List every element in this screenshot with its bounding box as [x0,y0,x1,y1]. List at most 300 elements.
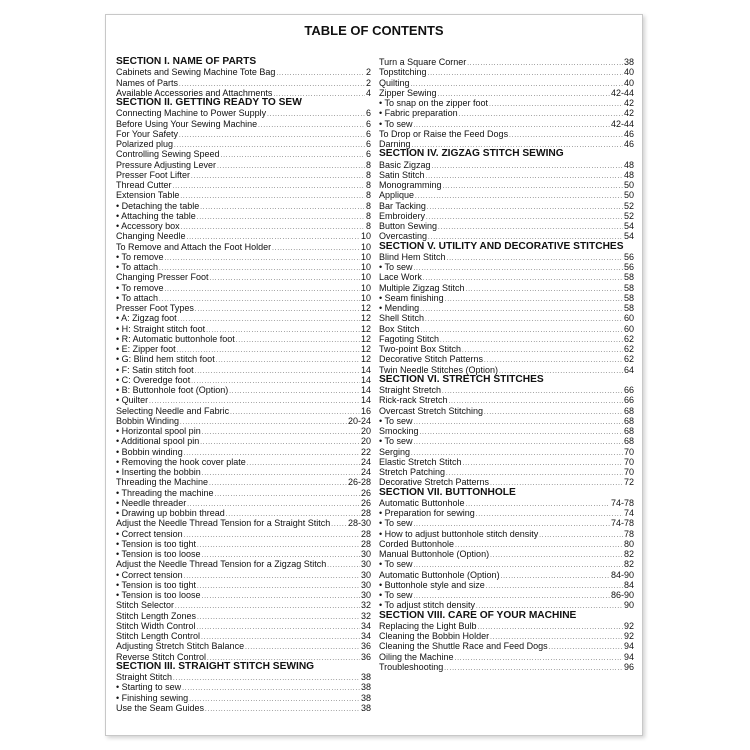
toc-page-number: 30 [360,549,371,559]
toc-entry-title: • F: Satin stitch foot [116,364,194,375]
toc-dot-leader [501,572,610,582]
toc-entry [116,467,371,477]
toc-page-number: 70 [623,456,634,467]
toc-entry [116,201,371,211]
toc-dot-leader [484,408,623,418]
toc-entry-title: • To sew [379,590,413,600]
toc-entry [116,252,371,262]
toc-page-number: 58 [623,282,634,293]
toc-dot-leader [327,561,360,571]
toc-page-number: 92 [623,620,634,631]
toc-entry [116,477,371,487]
toc-page-number: 12 [360,323,371,334]
toc-entry-title: Selecting Needle and Fabric [116,405,230,416]
toc-page-number: 30 [360,569,371,580]
toc-entry-title: • B: Buttonhole foot (Option) [116,385,229,395]
toc-page-number: 80 [623,538,634,549]
toc-dot-leader [202,428,360,438]
toc-page-number: 90 [623,600,634,611]
toc-entry [379,190,634,200]
toc-entry-title: • Attaching the table [116,210,196,221]
toc-page-number: 30 [360,559,371,570]
toc-page-number: 32 [360,600,371,611]
toc-page-number: 26-28 [347,477,371,488]
toc-entry [116,641,371,651]
toc-page-number: 66 [623,395,634,406]
toc-page-number: 28 [360,508,371,518]
toc-page-number: 38 [360,692,371,703]
toc-entry-title: • C: Overedge foot [116,374,191,385]
toc-page-number: 34 [360,631,371,641]
toc-entry-title: Changing Presser Foot [116,272,209,283]
toc-entry [379,272,634,282]
toc-entry-title: Available Accessories and Attachments [116,87,273,98]
toc-page-number: 94 [623,641,634,652]
toc-entry [379,559,634,569]
toc-entry [379,88,634,98]
toc-page-number: 14 [360,364,371,375]
toc-entry-title: Extension Table [116,190,180,201]
toc-entry-title: Turn a Square Corner [379,57,467,67]
toc-page-number: 50 [623,190,634,201]
toc-page-number: 34 [360,620,371,631]
toc-dot-leader [440,336,623,346]
toc-entry-title: Adjusting Stretch Stitch Balance [116,641,245,652]
toc-page-number: 56 [623,251,634,262]
toc-dot-leader [200,203,365,213]
toc-page-number: 38 [360,672,371,682]
toc-entry-title: • Removing the hook cover plate [116,456,246,467]
toc-page-number: 68 [623,426,634,436]
toc-dot-leader [444,664,623,674]
toc-page-number: 48 [623,159,634,170]
toc-entry [379,313,634,323]
toc-page-number: 52 [623,210,634,221]
toc-entry [116,231,371,241]
toc-entry-title: • Finishing sewing [116,692,189,703]
toc-entry-title: To Remove and Attach the Foot Holder [116,241,272,252]
toc-entry-title: • To remove [116,251,164,262]
toc-entry [379,621,634,631]
toc-dot-leader [489,100,623,110]
toc-dot-leader [209,479,347,489]
toc-entry-title: Quilting [379,77,410,88]
toc-entry-title: • Accessory box [116,221,180,231]
toc-entry-title: Darning [379,139,411,149]
toc-entry [116,129,371,139]
toc-entry-title: • To remove [116,282,164,293]
toc-entry-title: • To sew [379,262,413,272]
toc-page-number: 42-44 [610,87,634,98]
toc-entry-title: • E: Zipper foot [116,344,176,354]
toc-entry [116,426,371,436]
toc-dot-leader [230,408,360,418]
toc-entry [379,416,634,426]
toc-entry [116,211,371,221]
toc-entry [116,549,371,559]
toc-page-number: 74-78 [610,497,634,508]
toc-page-number: 20 [360,436,371,447]
toc-dot-leader [463,459,623,469]
toc-entry-title: Troubleshooting [379,661,444,672]
toc-entry-title: SECTION VI. STRETCH STITCHES [379,373,544,385]
toc-dot-leader [476,510,623,520]
toc-entry [116,78,371,88]
toc-page-number: 16 [360,405,371,416]
toc-entry [379,252,634,262]
toc-section-heading [116,57,371,67]
toc-dot-leader [414,418,623,428]
toc-page-number: 8 [365,190,371,201]
toc-entry-title: Before Using Your Sewing Machine [116,118,258,129]
toc-entry-title: Decorative Stretch Patterns [379,477,490,488]
toc-entry-title: Presser Foot Types [116,303,194,313]
toc-entry-title: Connecting Machine to Power Supply [116,108,267,119]
toc-page-number: 78 [623,528,634,539]
toc-entry [379,221,634,231]
toc-dot-leader [420,428,623,438]
toc-entry [379,129,634,139]
toc-dot-leader [173,674,360,684]
toc-entry [116,488,371,498]
toc-left-column [116,57,371,713]
toc-dot-leader [455,654,623,664]
toc-entry-title: Shell Stitch [379,313,425,324]
toc-dot-leader [180,192,365,202]
toc-entry-title: • How to adjust buttonhole stitch density [379,528,539,539]
toc-entry-title: Threading the Machine [116,477,209,488]
toc-entry [379,467,634,477]
toc-page-number: 2 [365,67,371,78]
toc-entry [116,67,371,77]
toc-page-number: 30 [360,579,371,590]
toc-entry [379,119,634,129]
toc-entry-title: • To sew [379,118,413,129]
toc-entry [379,395,634,405]
toc-entry-title: • Correct tension [116,569,183,580]
toc-entry-title: • Additional spool pin [116,436,200,447]
toc-entry-title: • Threading the machine [116,487,214,498]
toc-entry-title: Embroidery [379,210,426,221]
toc-dot-leader [447,254,623,264]
toc-page-number: 10 [360,231,371,242]
toc-page-number: 14 [360,395,371,406]
toc-entry [379,98,634,108]
toc-entry [116,518,371,528]
toc-dot-leader [182,684,360,694]
toc-entry-title: • To snap on the zipper foot [379,98,489,108]
toc-entry-title: • Tension is too loose [116,549,201,559]
toc-entry-title: Presser Foot Lifter [116,169,191,180]
toc-entry [379,324,634,334]
toc-page-number: 46 [623,139,634,149]
toc-entry [379,354,634,364]
toc-entry [116,416,371,426]
toc-dot-leader [175,602,360,612]
toc-entry-title: Thread Cutter [116,180,172,190]
toc-page-number: 94 [623,651,634,662]
toc-dot-leader [179,131,365,141]
toc-dot-leader [478,623,623,633]
toc-page-number: 62 [623,354,634,365]
toc-dot-leader [490,551,623,561]
toc-entry-title: Smocking [379,426,419,436]
toc-entry [379,529,634,539]
toc-entry [116,559,371,569]
toc-entry [379,334,634,344]
toc-dot-leader [411,80,623,90]
toc-page-number: 6 [365,118,371,129]
toc-entry-title: Oiling the Machine [379,651,454,662]
toc-page-number: 62 [623,344,634,354]
toc-entry [116,621,371,631]
toc-dot-leader [217,162,365,172]
toc-entry-title: Lace Work [379,272,422,283]
toc-page-number: 12 [360,303,371,313]
toc-dot-leader [442,387,623,397]
toc-entry-title: • Mending [379,303,420,313]
toc-entry-title: Straight Stretch [379,385,442,395]
toc-entry-title: Serging [379,446,411,457]
toc-entry-title: • Inserting the bobbin [116,467,201,477]
toc-page-number: 82 [623,549,634,559]
toc-entry [379,498,634,508]
toc-dot-leader [202,469,360,479]
toc-dot-leader [173,182,365,192]
toc-entry-title: • Tension is too loose [116,590,201,600]
toc-dot-leader [509,131,623,141]
toc-entry [116,385,371,395]
toc-entry-title: Reverse Stitch Control [116,651,207,662]
toc-entry [379,631,634,641]
toc-entry [116,180,371,190]
toc-page-number: 74 [623,508,634,518]
toc-entry [116,119,371,129]
toc-entry-title: Adjust the Needle Thread Tension for a Straight Stitch [116,518,331,529]
toc-entry-title: Stitch Length Control [116,631,201,641]
toc-page-number: 20-24 [347,415,371,426]
toc-entry-title: Corded Buttonhole [379,538,455,549]
toc-entry-title: • Preparation for sewing [379,508,475,518]
toc-page-number: 92 [623,631,634,641]
toc-entry-title: For Your Safety [116,128,179,139]
toc-entry [379,539,634,549]
toc-page-number: 38 [623,57,634,67]
toc-page-number: 10 [360,262,371,272]
toc-page-number: 10 [360,241,371,252]
toc-page-number: 28 [360,538,371,549]
toc-page-number: 36 [360,651,371,662]
toc-entry [379,385,634,395]
toc-entry [116,190,371,200]
toc-page-number: 70 [623,467,634,477]
toc-entry [116,170,371,180]
toc-entry [379,344,634,354]
toc-dot-leader [184,572,360,582]
toc-entry [379,283,634,293]
toc-entry [116,303,371,313]
toc-entry-title: SECTION VIII. CARE OF YOUR MACHINE [379,609,577,621]
toc-entry-title: • Quilter [116,395,149,406]
toc-page-number: 24 [360,467,371,477]
toc-dot-leader [427,203,623,213]
toc-page-number: 60 [623,313,634,324]
toc-dot-leader [245,643,360,653]
toc-entry [116,580,371,590]
toc-page-number: 54 [623,221,634,231]
toc-entry-title: Automatic Buttonhole (Option) [379,569,500,580]
toc-page-number: 38 [360,702,371,713]
toc-page-number: 56 [623,262,634,272]
toc-entry-title: • G: Blind hem stitch foot [116,354,215,365]
toc-entry [116,334,371,344]
toc-page-number: 10 [360,272,371,283]
toc-page-number: 8 [365,200,371,211]
toc-entry-title: Applique [379,190,415,201]
toc-dot-leader [215,490,360,500]
toc-dot-leader [276,69,365,79]
toc-entry [116,149,371,159]
toc-entry [116,672,371,682]
toc-dot-leader [272,244,360,254]
toc-dot-leader [195,305,360,315]
toc-entry-title: Adjust the Needle Thread Tension for a Zigzag Stitch [116,559,327,570]
toc-entry-title: Replacing the Light Bulb [379,620,477,631]
toc-entry [116,313,371,323]
toc-entry [379,426,634,436]
toc-entry [379,160,634,170]
toc-entry-title: • To adjust stitch density [379,600,476,611]
toc-entry [379,303,634,313]
toc-entry [116,447,371,457]
toc-entry-title: Changing Needle [116,231,186,242]
toc-dot-leader [221,151,365,161]
toc-entry [379,600,634,610]
toc-entry-title: • Bobbin winding [116,446,183,457]
document-page [105,14,643,736]
toc-entry-title: • Fabric preparation [379,108,458,119]
toc-page-number: 24 [360,456,371,467]
toc-entry [116,139,371,149]
toc-entry [116,508,371,518]
toc-entry [379,590,634,600]
toc-entry-title: Zipper Sewing [379,87,437,98]
toc-dot-leader [200,438,360,448]
toc-dot-leader [189,695,360,705]
toc-entry-title: Controlling Sewing Speed [116,149,220,160]
toc-page-number: 50 [623,180,634,190]
toc-page-number: 6 [365,108,371,119]
toc-entry [116,365,371,375]
toc-right-column [379,57,634,672]
toc-entry [116,498,371,508]
toc-entry-title: Overcasting [379,231,428,242]
toc-dot-leader [191,172,365,182]
toc-entry-title: SECTION V. UTILITY AND DECORATIVE STITCHES [379,240,624,252]
toc-page-number: 64 [623,364,634,375]
toc-page-number: 26 [360,487,371,498]
toc-entry-title: Names of Parts [116,77,179,88]
toc-entry-title: • Needle threader [116,497,187,508]
toc-entry-title: SECTION II. GETTING READY TO SEW [116,97,302,108]
toc-dot-leader [247,459,360,469]
toc-page-number: 6 [365,139,371,149]
toc-page-number: 2 [365,77,371,88]
toc-entry [379,457,634,467]
toc-dot-leader [466,285,623,295]
toc-entry [379,406,634,416]
toc-entry [116,272,371,282]
toc-entry-title: Basic Zigzag [379,159,431,170]
toc-entry-title: • Horizontal spool pin [116,426,201,436]
toc-entry [379,570,634,580]
toc-entry [116,590,371,600]
toc-entry [116,344,371,354]
toc-page-number: 60 [623,323,634,334]
toc-dot-leader [549,643,623,653]
toc-page-number: 12 [360,354,371,365]
toc-page-number: 36 [360,641,371,652]
toc-page-number: 48 [623,169,634,180]
toc-entry-title: Blind Hem Stitch [379,251,446,262]
toc-dot-leader [462,346,623,356]
toc-entry [116,693,371,703]
toc-entry-title: • Drawing up bobbin thread [116,508,225,518]
toc-page-number: 42-44 [610,118,634,129]
toc-entry-title: Cleaning the Bobbin Holder [379,631,490,641]
toc-dot-leader [181,223,365,233]
toc-entry-title: Cabinets and Sewing Machine Tote Bag [116,67,276,78]
toc-entry-title: Two-point Box Stitch [379,344,462,354]
toc-entry [116,354,371,364]
toc-entry [116,108,371,118]
toc-entry [379,180,634,190]
toc-dot-leader [205,705,360,715]
toc-page-number: 68 [623,405,634,416]
toc-entry [116,611,371,621]
toc-dot-leader [466,500,610,510]
toc-entry-title: • To sew [379,436,413,447]
toc-dot-leader [425,315,623,325]
toc-dot-leader [331,520,347,530]
toc-entry [379,641,634,651]
toc-entry-title: Decorative Stitch Patterns [379,354,484,365]
toc-dot-leader [197,213,365,223]
toc-page-number: 12 [360,313,371,324]
toc-entry [379,436,634,446]
toc-entry-title: Monogramming [379,180,442,190]
toc-entry-title: Stitch Selector [116,600,175,611]
toc-dot-leader [229,387,360,397]
toc-entry-title: • To sew [379,415,413,426]
toc-page-number: 8 [365,210,371,221]
toc-entry [379,170,634,180]
toc-page-number: 32 [360,610,371,621]
toc-page-number: 84-90 [610,569,634,580]
toc-entry-title: SECTION IV. ZIGZAG STITCH SEWING [379,148,564,160]
toc-entry [379,108,634,118]
toc-entry [379,201,634,211]
toc-page-number: 42 [623,98,634,108]
toc-entry [116,600,371,610]
toc-entry [379,477,634,487]
toc-page-number: 6 [365,149,371,160]
toc-page-number: 14 [360,374,371,385]
toc-entry-title: SECTION III. STRAIGHT STITCH SEWING [116,660,315,672]
toc-entry-title: • Correct tension [116,528,183,539]
toc-entry-title: • To attach [116,262,159,272]
toc-entry-title: SECTION VII. BUTTONHOLE [379,486,516,498]
